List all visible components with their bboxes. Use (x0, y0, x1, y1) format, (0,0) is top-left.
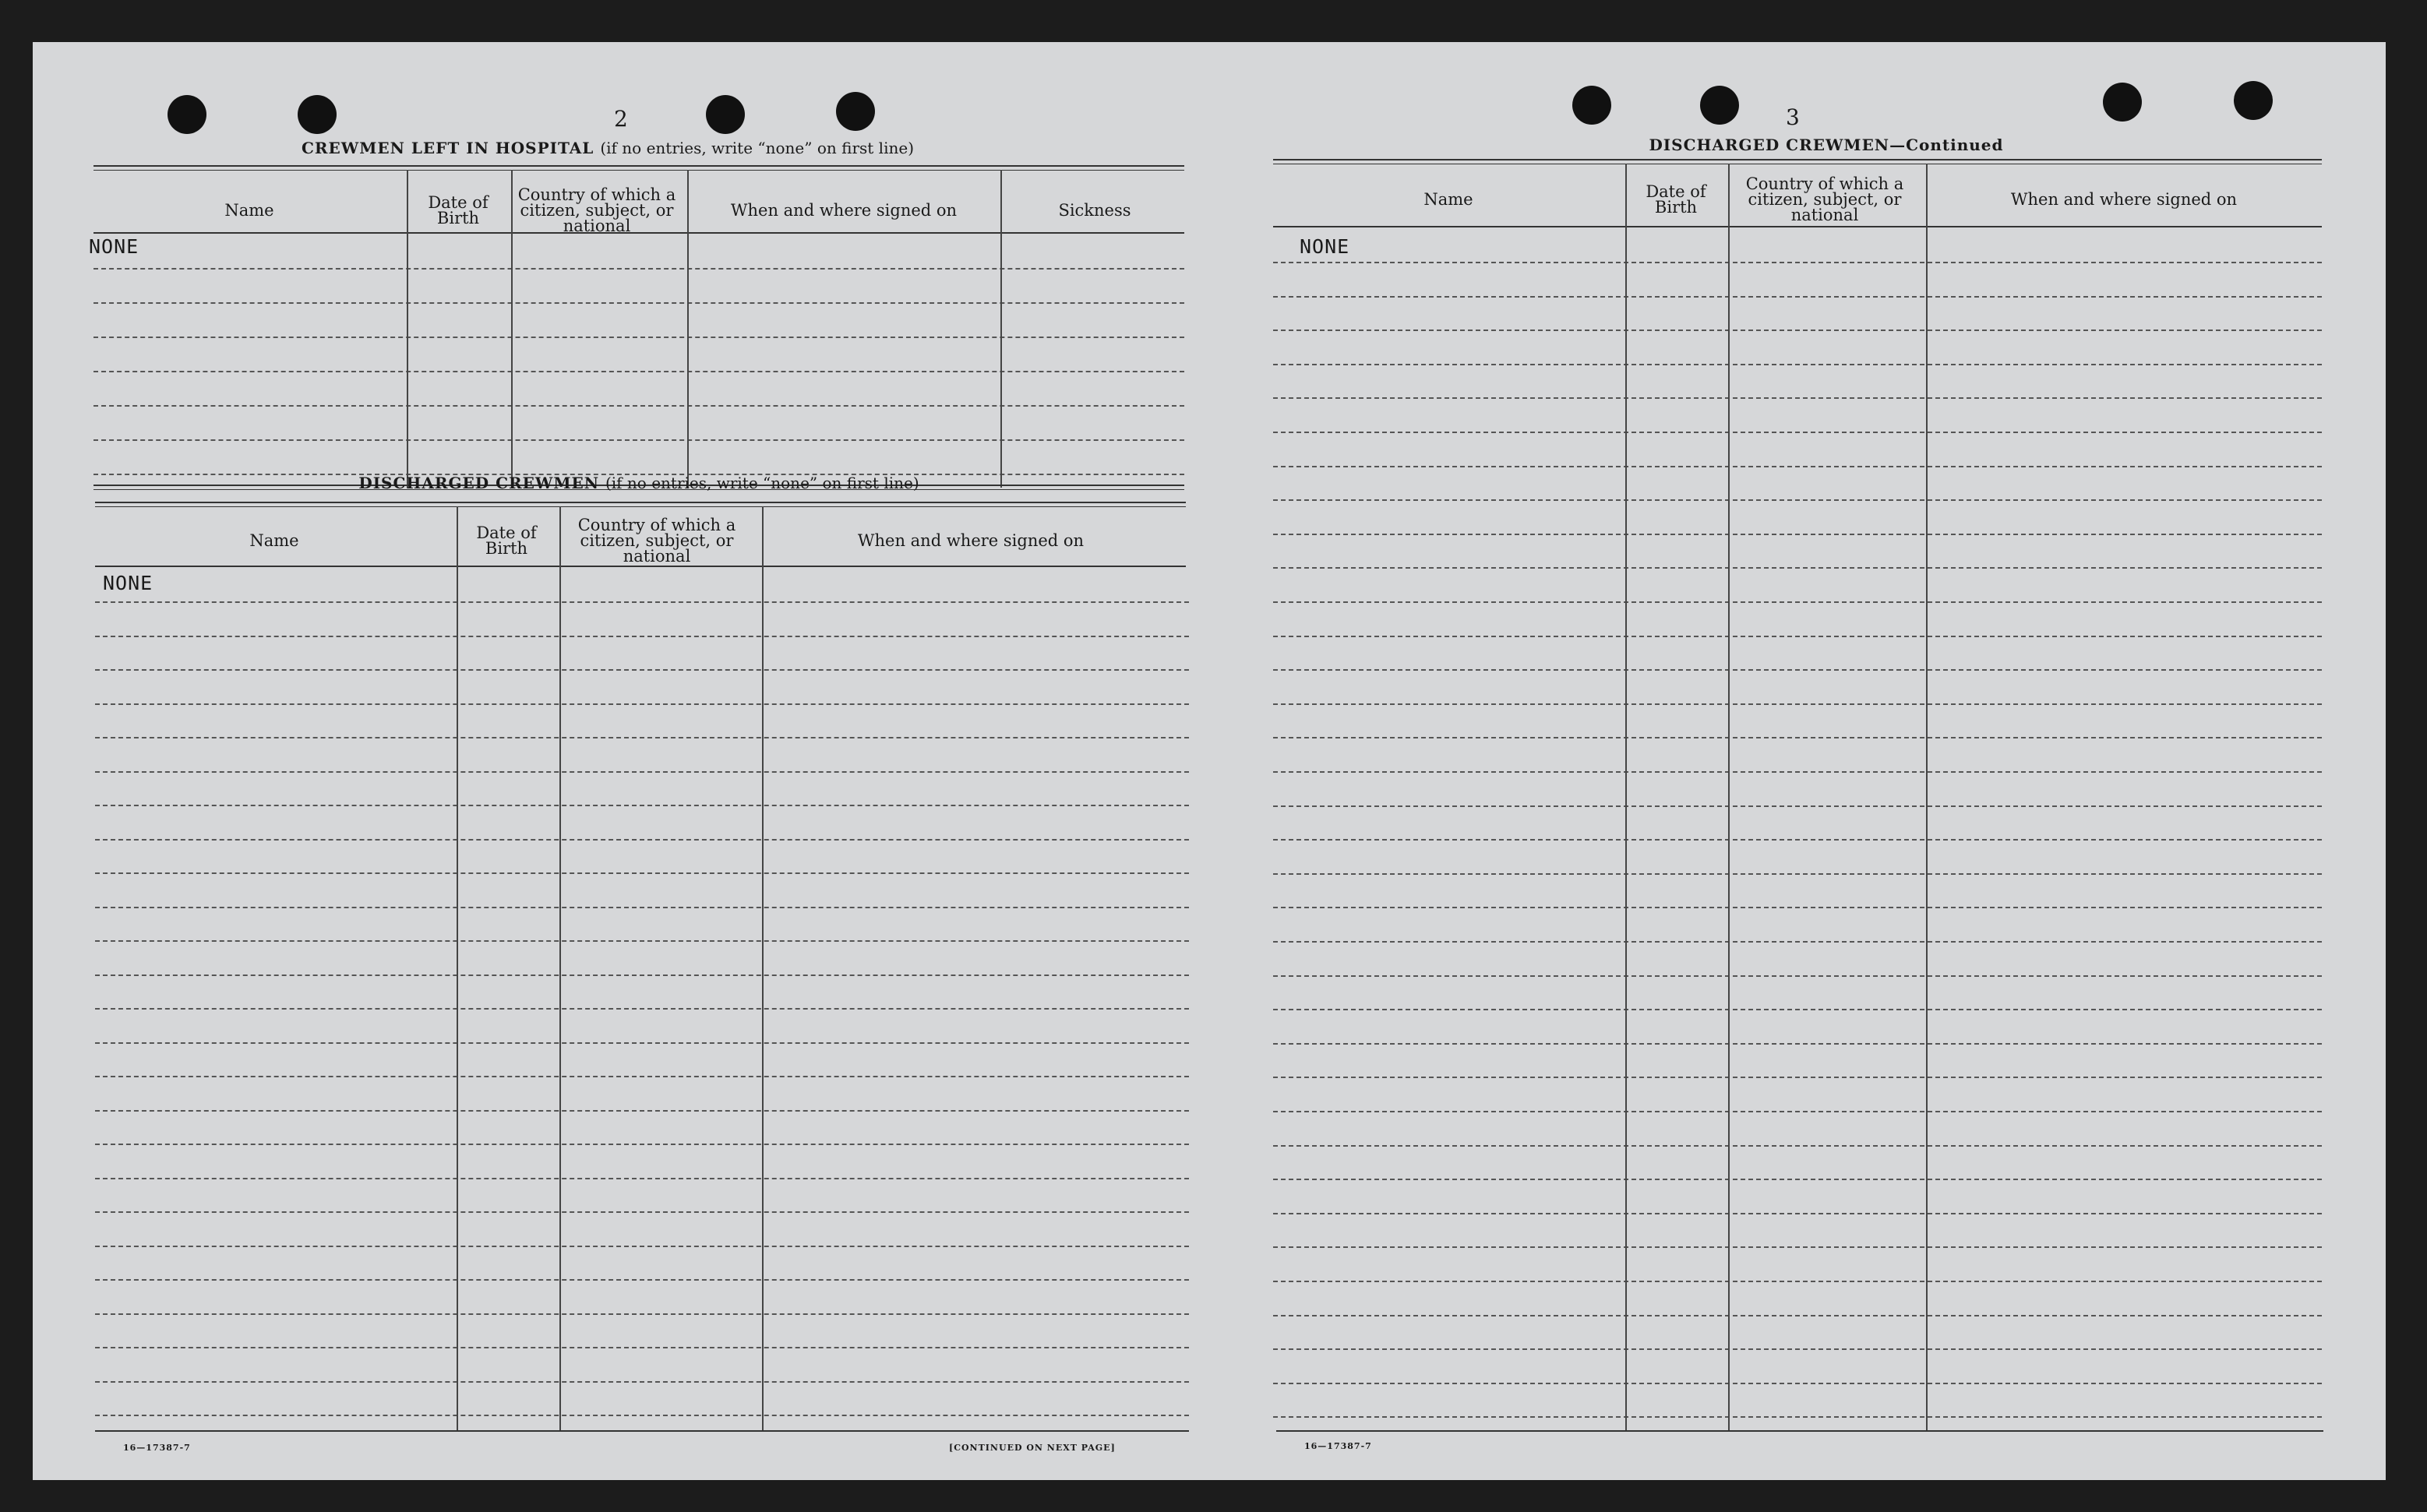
ruled-line (1273, 805, 2322, 807)
continued-note: [CONTINUED ON NEXT PAGE] (949, 1443, 1116, 1453)
ruled-line (1273, 771, 2322, 773)
ruled-line (93, 337, 1184, 338)
ruled-line (1273, 534, 2322, 535)
ruled-line (95, 907, 1189, 908)
discharged-section-title (93, 474, 1184, 492)
ruled-line (1273, 567, 2322, 569)
page-number: 2 (614, 106, 628, 132)
punch-hole (1572, 86, 1611, 125)
ruled-line (95, 872, 1189, 874)
ruled-line (1273, 1348, 2322, 1350)
ruled-line (1273, 1383, 2322, 1384)
hospital-col-sickness: Sickness (1058, 201, 1131, 220)
discharged-instruction: (if no entries, write “none” on first line) (605, 474, 919, 492)
ruled-line (95, 1279, 1189, 1281)
discharged-col-country: Country of which a citizen, subject, or national (577, 516, 736, 566)
ruled-line (95, 1178, 1189, 1179)
ruled-line (1273, 737, 2322, 738)
continued-col-name: Name (1423, 190, 1473, 209)
hospital-title-text: CREWMEN LEFT IN HOSPITAL (302, 139, 594, 157)
page-number: 3 (1786, 104, 1800, 130)
ruled-line (1273, 432, 2322, 433)
ruled-line (1273, 1213, 2322, 1214)
discharged-col-name: Name (249, 531, 299, 550)
ruled-line (95, 839, 1189, 841)
ruled-line (1273, 1043, 2322, 1045)
discharged-col-signed-on: When and where signed on (857, 531, 1085, 550)
ruled-line (93, 405, 1184, 407)
ruled-line (95, 636, 1189, 637)
ruled-line (1273, 466, 2322, 467)
ruled-line (95, 1211, 1189, 1213)
continued-entry: NONE (1300, 235, 1350, 258)
hospital-col-dob: Date of Birth (428, 193, 489, 227)
ruled-line (1273, 1246, 2322, 1248)
ruled-line (93, 302, 1184, 304)
ruled-line (1273, 975, 2322, 977)
ruled-line (1273, 669, 2322, 671)
discharged-continued-title (1273, 136, 2379, 154)
ruled-line (95, 1313, 1189, 1315)
hospital-instruction: (if no entries, write “none” on first line) (600, 139, 914, 157)
ruled-line (93, 268, 1184, 270)
punch-hole (2103, 83, 2142, 122)
ruled-line (95, 703, 1189, 705)
ruled-line (1273, 296, 2322, 298)
ruled-line (95, 771, 1189, 773)
ruled-line (1273, 1315, 2322, 1316)
continued-col-signed-on: When and where signed on (2010, 190, 2238, 209)
ruled-line (1273, 1077, 2322, 1078)
ruled-line (95, 1110, 1189, 1112)
ruled-line (1273, 1009, 2322, 1010)
ruled-line (1273, 397, 2322, 399)
hospital-entry: NONE (89, 235, 139, 258)
punch-hole (1700, 86, 1739, 125)
ruled-line (1273, 1416, 2322, 1418)
ruled-line (95, 737, 1189, 738)
ruled-line (95, 805, 1189, 806)
ruled-line (1273, 499, 2322, 501)
ruled-line (95, 1076, 1189, 1077)
form-number-left: 16—17387-7 (123, 1443, 191, 1453)
ruled-line (1273, 636, 2322, 637)
punch-hole (2234, 81, 2273, 120)
ruled-line (1273, 1111, 2322, 1112)
ruled-line (1273, 330, 2322, 331)
continued-col-dob: Date of Birth (1646, 182, 1706, 217)
continued-suffix: Continued (1906, 136, 2004, 154)
punch-hole (298, 95, 337, 134)
ruled-line (95, 1415, 1189, 1416)
ruled-line (1273, 703, 2322, 705)
ruled-line (1273, 601, 2322, 603)
ruled-line (93, 371, 1184, 372)
punch-hole (706, 95, 745, 134)
discharged-entry: NONE (103, 572, 153, 594)
discharged-title-text: DISCHARGED CREWMEN (358, 474, 599, 492)
ruled-line (1273, 1179, 2322, 1180)
form-number-right: 16—17387-7 (1304, 1441, 1372, 1451)
discharged-col-dob: Date of Birth (476, 523, 537, 558)
ruled-line (95, 1381, 1189, 1383)
continued-col-country: Country of which a citizen, subject, or national (1745, 174, 1904, 224)
hospital-section-title (93, 139, 1122, 157)
punch-hole (168, 95, 206, 134)
hospital-col-signed-on: When and where signed on (730, 201, 958, 220)
ruled-line (95, 669, 1189, 671)
ruled-line (95, 975, 1189, 976)
ruled-line (95, 940, 1189, 942)
form-sheet (33, 42, 2386, 1480)
ruled-line (1273, 873, 2322, 875)
ruled-line (1273, 941, 2322, 943)
ruled-line (95, 1246, 1189, 1247)
ruled-line (1273, 364, 2322, 365)
hospital-col-country: Country of which a citizen, subject, or national (517, 185, 676, 235)
ruled-line (1273, 1145, 2322, 1147)
ruled-line (95, 601, 1189, 603)
ruled-line (95, 1042, 1189, 1044)
ruled-line (1273, 262, 2322, 263)
ruled-line (95, 1144, 1189, 1145)
discharged-continued-title-text: DISCHARGED CREWMEN— (1649, 136, 1907, 154)
ruled-line (95, 1347, 1189, 1348)
hospital-col-name: Name (224, 201, 274, 220)
ruled-line (93, 439, 1184, 441)
ruled-line (1273, 1281, 2322, 1282)
ruled-line (95, 1008, 1189, 1010)
ruled-line (1273, 907, 2322, 908)
punch-hole (836, 92, 875, 131)
ruled-line (1273, 839, 2322, 841)
